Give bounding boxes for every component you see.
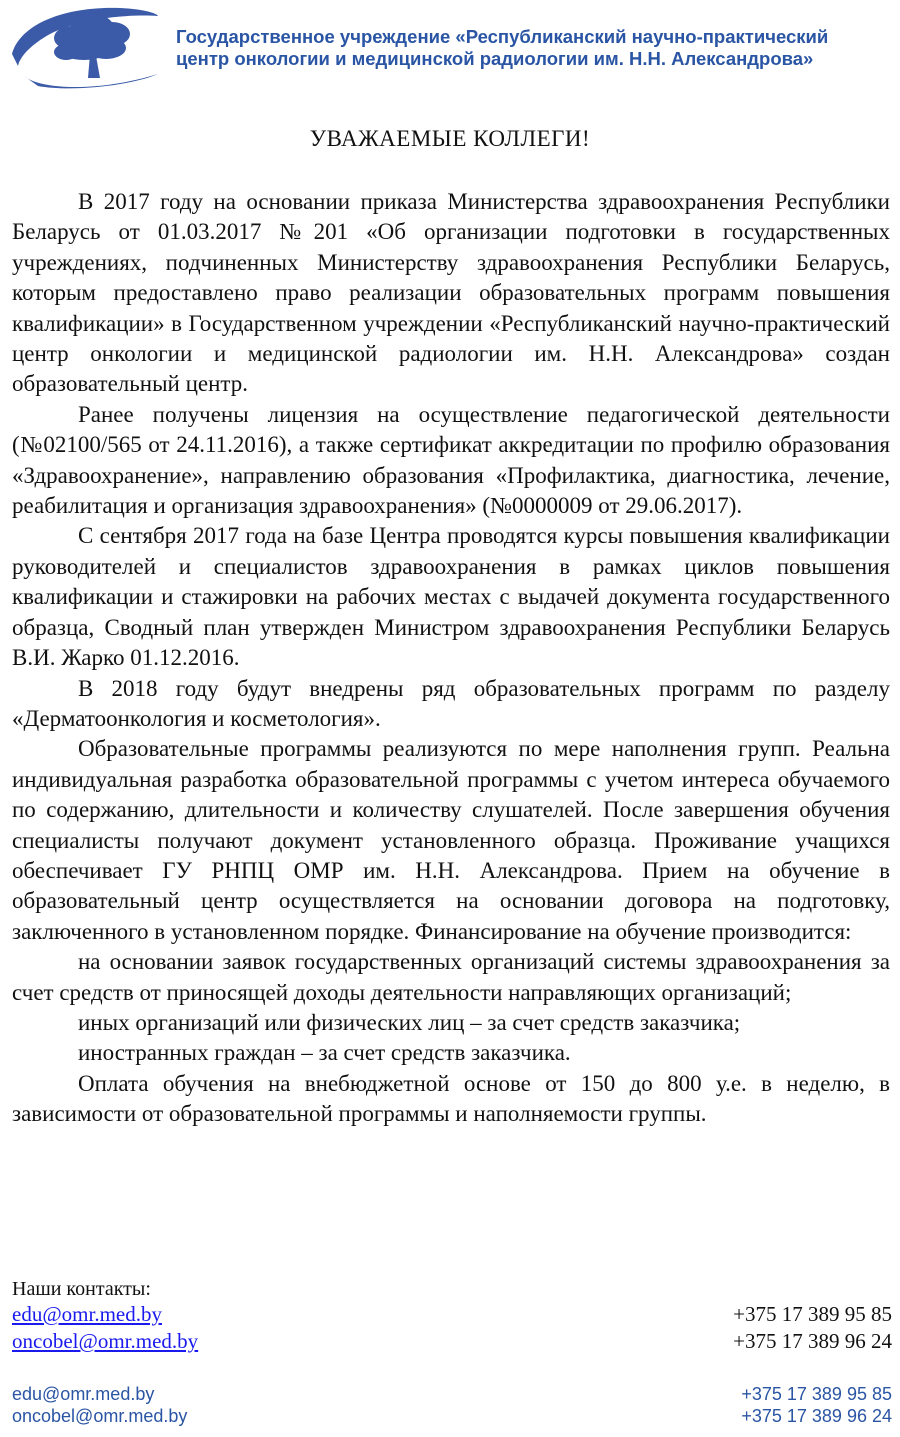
paragraph-4: В 2018 году будут внедрены ряд образовательных программ по разделу «Дерматоонкология и косметология». [12, 675, 890, 731]
footer-row-1 [12, 1384, 892, 1405]
paragraph-9: Оплата обучения на внебюджетной основе от 150 до 800 у.е. в неделю, в зависимости от образовательной программы и наполняемости группы. [12, 1070, 890, 1127]
contacts-label: Наши контакты: [12, 1278, 151, 1300]
phone-2: +375 17 389 96 24 [733, 1329, 892, 1353]
email-link-oncobel[interactable]: oncobel@omr.med.by [12, 1329, 199, 1353]
page-heading: УВАЖАЕМЫЕ КОЛЛЕГИ! [309, 126, 591, 151]
paragraph-8: иностранных граждан – за счет средств заказчика. [78, 1040, 571, 1066]
footer-row-2 [12, 1406, 892, 1427]
paragraph-1: В 2017 году на основании приказа Министерства здравоохранения Республики Беларусь от 01.03.2017 №201 «Об организации подготовки в государственных учреждениях, подчиненных Министерству здравоохранения Республики Беларусь, которым предоставлено право реализации образовательных программ повышения квалификации» в Государственном учреждении «Республиканский научно-практический центр онкологии и медицинской радиологии им. Н.Н. Александрова» создан образовательный центр. [12, 189, 890, 397]
paragraph-5: Образовательные программы реализуются по мере наполнения групп. Реальна индивидуальная разработка образовательной программы с учетом интереса обучаемого по содержанию, длительности и количеству слушателей. После завершения обучения специалисты получают документ установленного образца. Проживание учащихся обеспечивает ГУ РНПЦ ОМР им. Н.Н. Александрова. Прием на обучение в образовательный центр осуществляется на основании договора на подготовку, заключенного в установленном порядке. Финансирование на обучение производится: [12, 736, 890, 944]
footer-phone-1: +375 17 389 95 85 [741, 1384, 892, 1404]
header-title-line1: Государственное учреждение «Республиканский научно-практический [176, 26, 829, 47]
footer-email-oncobel: oncobel@omr.med.by [12, 1406, 188, 1426]
phone-1: +375 17 389 95 85 [733, 1302, 892, 1326]
header-title-line2: центр онкологии и медицинской радиологии им. Н.Н. Александрова» [176, 48, 814, 69]
paragraph-6: на основании заявок государственных организаций системы здравоохранения за счет средств от приносящей доходы деятельности направляющих организаций; [12, 949, 890, 1005]
paragraph-7: иных организаций или физических лиц – за счет средств заказчика; [78, 1009, 741, 1035]
paragraph-2: Ранее получены лицензия на осуществление педагогической деятельности (№02100/565 от 24.11.2016), а также сертификат аккредитации по профилю образования «Здравоохранение», направлению образования «Профилактика, диагностика, лечение, реабилитация и организация здравоохранения» (№0000009 от 29.06.2017). [12, 401, 890, 519]
contact-row-1 [12, 1302, 892, 1327]
footer-phone-2: +375 17 389 96 24 [741, 1406, 892, 1426]
tree-logo-icon [10, 4, 160, 92]
letter-body [12, 187, 890, 1130]
paragraph-3: С сентября 2017 года на базе Центра проводятся курсы повышения квалификации руководителей и специалистов здравоохранения в рамках циклов повышения квалификации и стажировки на рабочих местах с выдачей документа государственного образца, Сводный план утвержден Министром здравоохранения Республики Беларусь В.И. Жарко 01.12.2016. [12, 523, 890, 671]
page-header [0, 0, 900, 100]
footer-email-edu: edu@omr.med.by [12, 1384, 155, 1404]
email-link-edu[interactable]: edu@omr.med.by [12, 1302, 162, 1326]
header-title [176, 26, 876, 70]
contact-row-2 [12, 1329, 892, 1354]
